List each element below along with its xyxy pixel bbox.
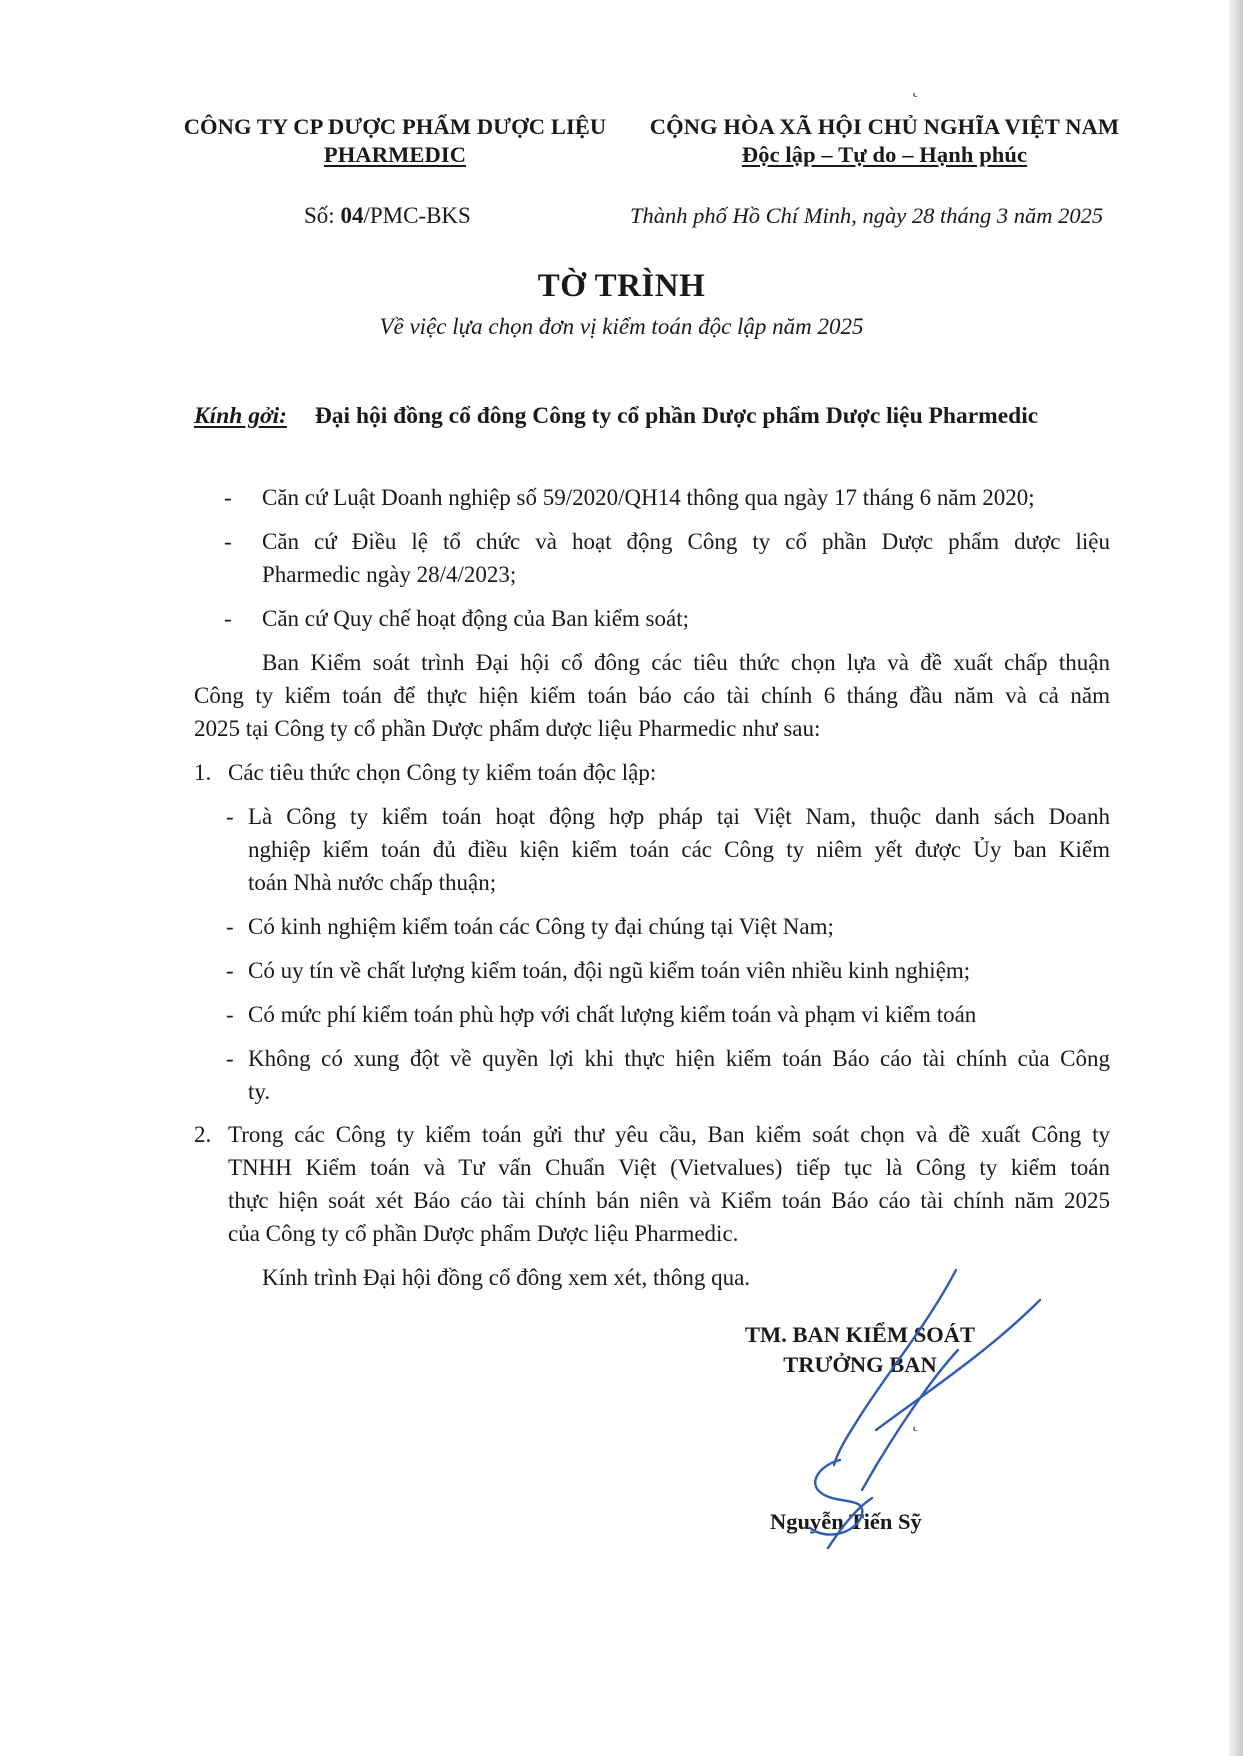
- nation-line-1: CỘNG HÒA XÃ HỘI CHỦ NGHĨA VIỆT NAM: [649, 114, 1120, 139]
- document-subtitle: Về việc lựa chọn đơn vị kiểm toán độc lập năm 2025: [379, 314, 864, 339]
- section-1-heading: Các tiêu thức chọn Công ty kiểm toán độc lập:: [228, 760, 657, 785]
- closing-line: Kính trình Đại hội đồng cổ đông xem xét, thông qua.: [262, 1265, 751, 1290]
- legal-basis-2-line-2: Pharmedic ngày 28/4/2023;: [262, 562, 517, 587]
- recipient-name: Đại hội đồng cổ đông Công ty cổ phần Dược phẩm Dược liệu Pharmedic: [314, 403, 1039, 429]
- scan-speck: ˛: [912, 1410, 919, 1432]
- section-2-number: 2.: [194, 1122, 212, 1147]
- section-2-line-2: TNHH Kiểm toán và Tư vấn Chuẩn Việt (Vietvalues) tiếp tục là Công ty kiểm toán: [228, 1155, 1110, 1180]
- criterion-1-line-1: Là Công ty kiểm toán hoạt động hợp pháp tại Việt Nam, thuộc danh sách Doanh: [248, 804, 1110, 829]
- nation-line-2: Độc lập – Tự do – Hạnh phúc: [741, 142, 1028, 167]
- nation-line-2-wrap: [632, 142, 1137, 168]
- intro-line-1: Ban Kiểm soát trình Đại hội cổ đông các tiêu thức chọn lựa và đề xuất chấp thuận: [262, 650, 1110, 675]
- criterion-5-line-1: Không có xung đột về quyền lợi khi thực hiện kiểm toán Báo cáo tài chính của Công: [248, 1046, 1110, 1071]
- handwritten-signature: [780, 1260, 1060, 1560]
- section-1-number: 1.: [194, 760, 212, 785]
- bullet-dash: -: [224, 529, 232, 554]
- criterion-2: Có kinh nghiệm kiểm toán các Công ty đại chúng tại Việt Nam;: [248, 914, 834, 939]
- signature-stroke-cross: [876, 1300, 1040, 1430]
- section-2-line-3: thực hiện soát xét Báo cáo tài chính bán niên và Kiểm toán Báo cáo tài chính năm 2025: [228, 1188, 1110, 1213]
- company-line-2: [170, 142, 620, 168]
- signature-stroke-tail: [862, 1350, 958, 1490]
- bullet-dash: -: [226, 804, 234, 829]
- bullet-dash: -: [224, 485, 232, 510]
- company-line-2-text: PHARMEDIC: [323, 142, 467, 167]
- nation-header: [632, 114, 1137, 168]
- signer-name: Nguyễn Tiến Sỹ: [770, 1509, 922, 1534]
- signature-line-1: TM. BAN KIỂM SOÁT: [744, 1322, 976, 1347]
- signature-line-2: TRƯỞNG BAN: [783, 1352, 937, 1377]
- bullet-dash: -: [224, 606, 232, 631]
- recipient-label: Kính gởi:: [194, 403, 287, 429]
- legal-basis-1: Căn cứ Luật Doanh nghiệp số 59/2020/QH14 thông qua ngày 17 tháng 6 năm 2020;: [262, 485, 1035, 510]
- bullet-dash: -: [226, 1046, 234, 1071]
- doc-number-suffix: /PMC-BKS: [363, 203, 471, 228]
- bullet-dash: -: [226, 958, 234, 983]
- criterion-4: Có mức phí kiểm toán phù hợp với chất lượng kiểm toán và phạm vi kiểm toán: [248, 1002, 977, 1027]
- company-line-1: CÔNG TY CP DƯỢC PHẨM DƯỢC LIỆU: [183, 114, 607, 139]
- doc-number-value: 04: [340, 203, 364, 228]
- doc-number-prefix: Số:: [304, 203, 341, 228]
- place-date: Thành phố Hồ Chí Minh, ngày 28 tháng 3 năm 2025: [630, 203, 1104, 228]
- section-2-line-4: của Công ty cổ phần Dược phẩm Dược liệu Pharmedic.: [228, 1221, 739, 1246]
- criterion-5-line-2: ty.: [248, 1079, 271, 1104]
- bullet-dash: -: [226, 1002, 234, 1027]
- legal-basis-2-line-1: Căn cứ Điều lệ tổ chức và hoạt động Công ty cổ phần Dược phẩm dược liệu: [262, 529, 1110, 554]
- doc-number: [304, 203, 471, 229]
- intro-line-2: Công ty kiểm toán để thực hiện kiểm toán báo cáo tài chính 6 tháng đầu năm và cả năm: [194, 683, 1110, 708]
- recipient: [194, 403, 1038, 430]
- company-name: [170, 114, 620, 168]
- scan-speck: ˛: [912, 76, 919, 98]
- bullet-dash: -: [226, 914, 234, 939]
- intro-line-3: 2025 tại Công ty cổ phần Dược phẩm dược liệu Pharmedic như sau:: [194, 716, 821, 741]
- scan-edge: [1229, 0, 1243, 1756]
- signature-stroke-hook: [828, 1498, 872, 1548]
- signature-stroke-loop: [810, 1460, 862, 1535]
- document-title: TỜ TRÌNH: [537, 268, 706, 304]
- legal-basis-3: Căn cứ Quy chế hoạt động của Ban kiểm soát;: [262, 606, 689, 631]
- criterion-1-line-3: toán Nhà nước chấp thuận;: [248, 870, 497, 895]
- section-2-line-1: Trong các Công ty kiểm toán gửi thư yêu cầu, Ban kiểm soát chọn và đề xuất Công ty: [228, 1122, 1110, 1147]
- criterion-3: Có uy tín về chất lượng kiểm toán, đội ngũ kiểm toán viên nhiều kinh nghiệm;: [248, 958, 971, 983]
- criterion-1-line-2: nghiệp kiểm toán đủ điều kiện kiểm toán các Công ty niêm yết được Ủy ban Kiểm: [248, 837, 1110, 862]
